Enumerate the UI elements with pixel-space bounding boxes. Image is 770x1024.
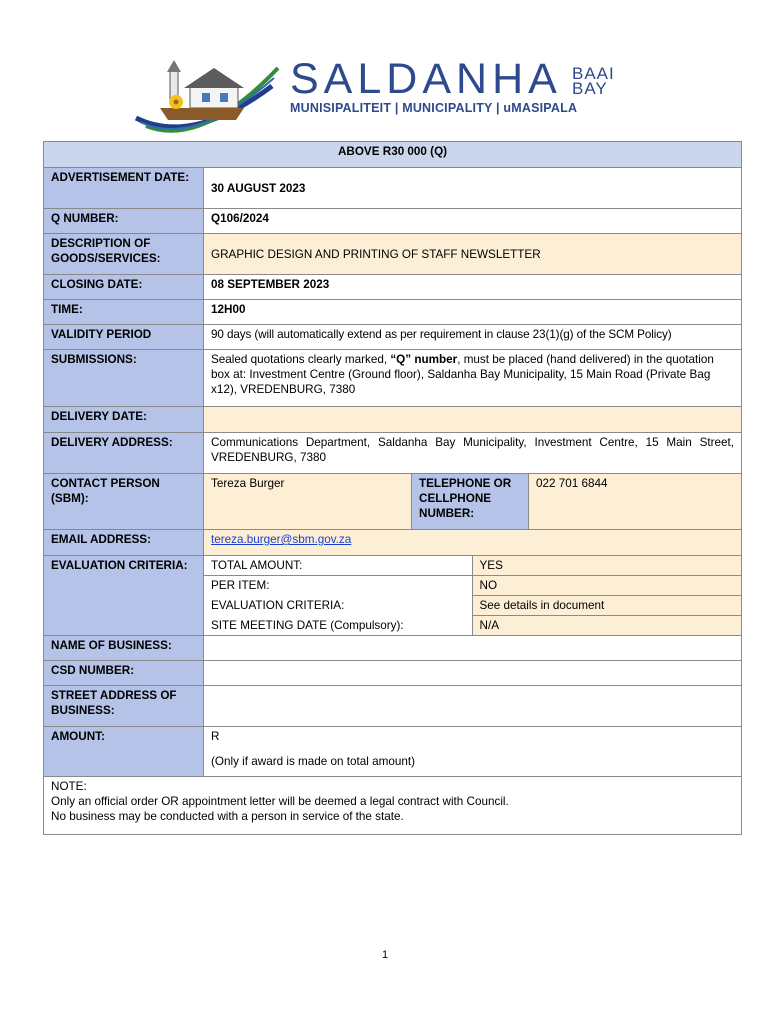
closing-date-label: CLOSING DATE: — [44, 275, 204, 300]
criteria-answer: NO — [472, 576, 741, 596]
evaluation-criteria-label: EVALUATION CRITERIA: — [44, 556, 204, 636]
note-line-order: Only an official order OR appointment letter will be deemed a legal contract with Council. — [51, 795, 509, 808]
criteria-item: TOTAL AMOUNT: — [204, 556, 472, 576]
logo-name: SALDANHA — [290, 55, 562, 103]
submissions-value — [204, 350, 742, 407]
contact-person-value: Tereza Burger — [204, 474, 412, 530]
business-name-field[interactable] — [204, 636, 742, 661]
delivery-date-value[interactable] — [204, 407, 742, 433]
csd-number-label: CSD NUMBER: — [44, 661, 204, 686]
amount-note: (Only if award is made on total amount) — [211, 755, 415, 768]
submissions-text-end: , must be placed (hand delivered) in the quotation box at: Investment Centre (Ground floor), Saldanha Bay Municipality, 15 Main Road (Private Bag x12), VREDENBURG, 7380 — [211, 353, 714, 396]
submissions-q-number: “Q” number — [390, 353, 458, 366]
delivery-date-label: DELIVERY DATE: — [44, 407, 204, 433]
logo-baai: BAAI — [572, 64, 615, 83]
amount-field[interactable] — [204, 727, 742, 777]
delivery-address-value: Communications Department, Saldanha Bay Municipality, Investment Centre, 15 Main Street, VREDENBURG, 7380 — [204, 433, 742, 474]
time-value: 12H00 — [204, 300, 742, 325]
submissions-text-start: Sealed quotations clearly marked, — [211, 353, 391, 366]
delivery-address-label: DELIVERY ADDRESS: — [44, 433, 204, 474]
criteria-item: PER ITEM: — [204, 576, 472, 596]
form-header: ABOVE R30 000 (Q) — [44, 142, 742, 168]
email-link[interactable]: tereza.burger@sbm.gov.za — [211, 533, 352, 546]
telephone-label: TELEPHONE OR CELLPHONE NUMBER: — [412, 474, 529, 530]
criteria-item: EVALUATION CRITERIA: — [204, 596, 472, 616]
email-address-label: EMAIL ADDRESS: — [44, 530, 204, 556]
q-number-value: Q106/2024 — [204, 209, 742, 234]
validity-period-label: VALIDITY PERIOD — [44, 325, 204, 350]
q-number-label: Q NUMBER: — [44, 209, 204, 234]
criteria-answer: N/A — [472, 616, 741, 636]
note-title: NOTE: — [51, 780, 87, 793]
criteria-row — [204, 616, 741, 636]
quotation-form — [43, 141, 742, 835]
email-address-value — [204, 530, 742, 556]
criteria-row — [204, 576, 741, 596]
street-address-label: STREET ADDRESS OF BUSINESS: — [44, 686, 204, 727]
amount-currency: R — [211, 730, 220, 743]
note-box — [44, 777, 742, 835]
criteria-item: SITE MEETING DATE (Compulsory): — [204, 616, 472, 636]
closing-date-value: 08 SEPTEMBER 2023 — [204, 275, 742, 300]
municipality-logo — [132, 56, 632, 136]
logo-bay: BAY — [572, 79, 608, 98]
time-label: TIME: — [44, 300, 204, 325]
validity-period-value: 90 days (will automatically extend as per requirement in clause 23(1)(g) of the SCM Policy) — [204, 325, 742, 350]
note-line-state: No business may be conducted with a person in service of the state. — [51, 810, 404, 823]
page-number: 1 — [381, 949, 389, 961]
telephone-value: 022 701 6844 — [529, 474, 742, 530]
evaluation-criteria-table — [204, 556, 742, 636]
criteria-row — [204, 556, 741, 576]
description-label: DESCRIPTION OF GOODS/SERVICES: — [44, 234, 204, 275]
advertisement-date-value: 30 AUGUST 2023 — [204, 168, 742, 209]
description-value: GRAPHIC DESIGN AND PRINTING OF STAFF NEWSLETTER — [204, 234, 742, 275]
business-name-label: NAME OF BUSINESS: — [44, 636, 204, 661]
submissions-label: SUBMISSIONS: — [44, 350, 204, 407]
criteria-answer: YES — [472, 556, 741, 576]
advertisement-date-label: ADVERTISEMENT DATE: — [44, 168, 204, 209]
amount-label: AMOUNT: — [44, 727, 204, 777]
logo-subtitle: MUNISIPALITEIT | MUNICIPALITY | uMASIPALA — [290, 101, 578, 115]
saldanha-emblem-icon — [132, 56, 282, 136]
street-address-field[interactable] — [204, 686, 742, 727]
contact-person-label: CONTACT PERSON (SBM): — [44, 474, 204, 530]
criteria-answer: See details in document — [472, 596, 741, 616]
criteria-row — [204, 596, 741, 616]
csd-number-field[interactable] — [204, 661, 742, 686]
